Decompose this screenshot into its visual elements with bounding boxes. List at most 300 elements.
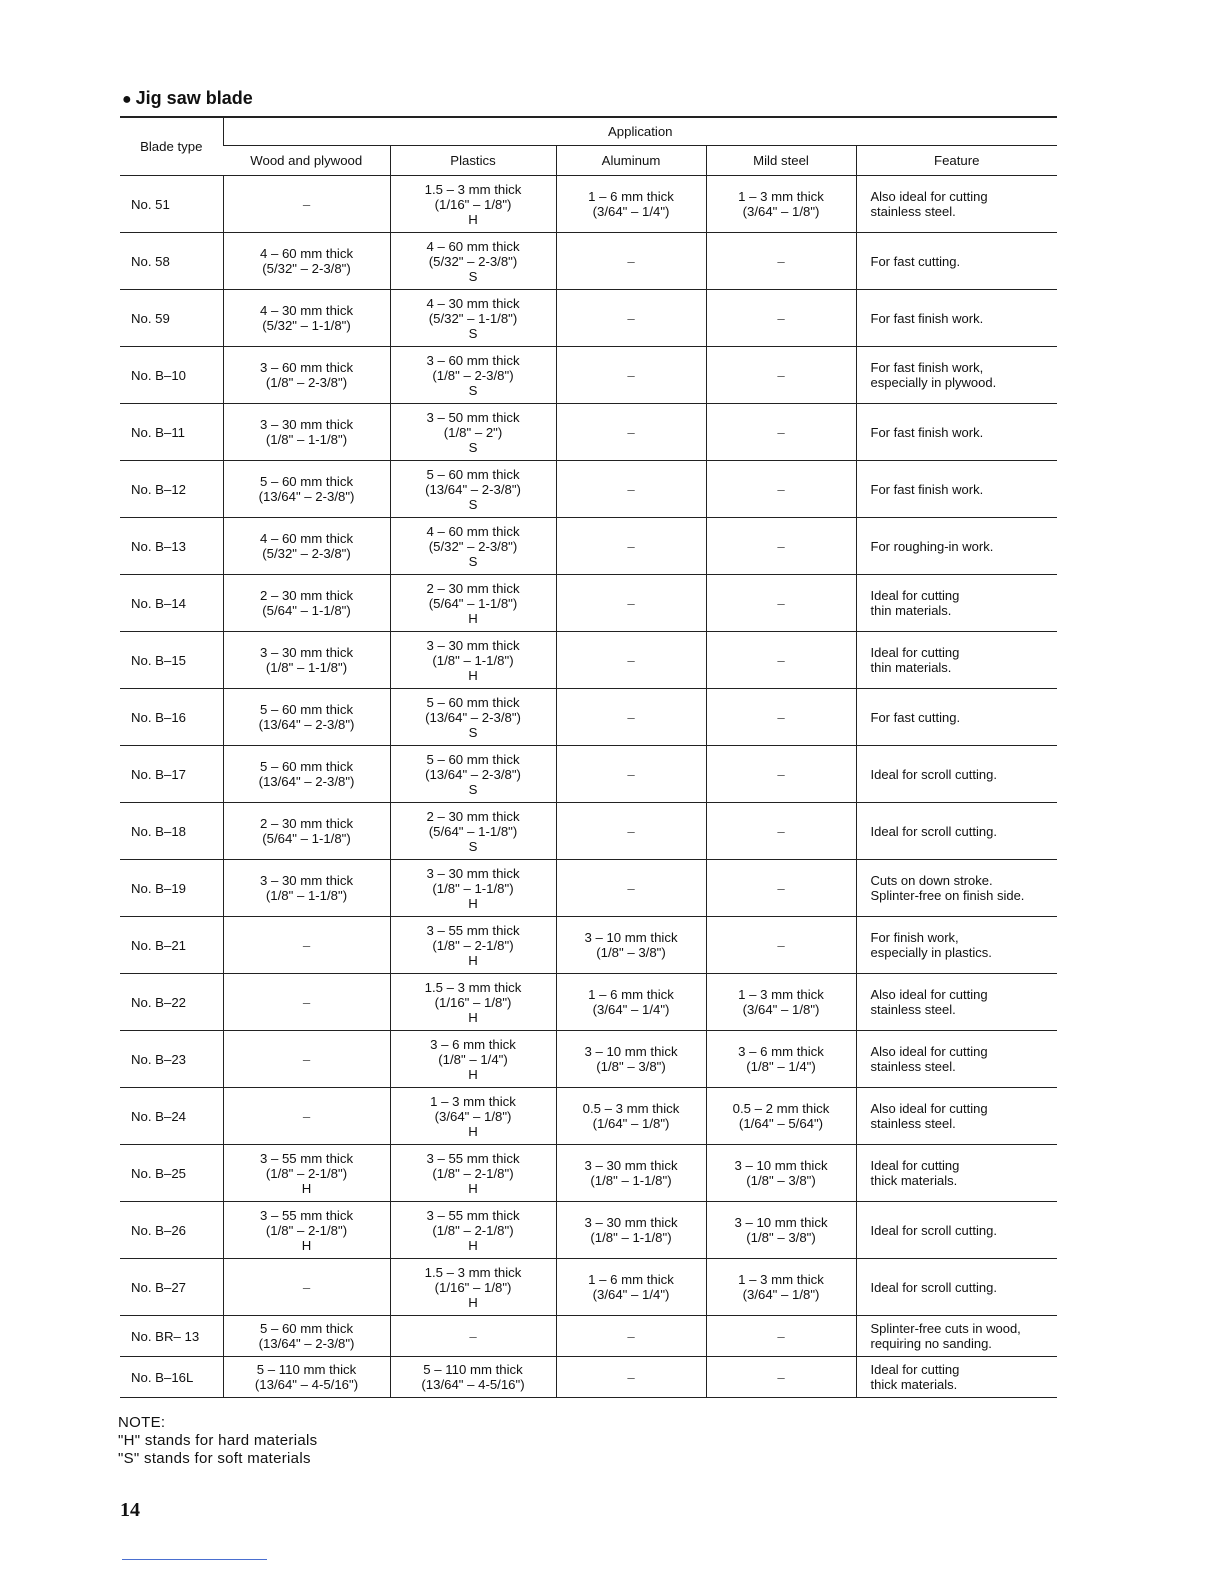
- cell-plastics: [390, 1357, 556, 1398]
- cell-line: –: [777, 595, 785, 611]
- cell-line: stainless steel.: [870, 204, 956, 219]
- cell-line: (1/8" – 1-1/8"): [265, 888, 348, 903]
- cell-line: –: [777, 709, 785, 725]
- table-row: [120, 746, 1057, 803]
- cell-line: (1/64" – 1/8"): [592, 1116, 670, 1131]
- cell-line: Ideal for cutting: [870, 1158, 960, 1173]
- header-application: Application: [223, 117, 1057, 146]
- cell-line: (1/8" – 2-1/8"): [265, 1222, 348, 1238]
- cell-line: For roughing-in work.: [870, 538, 994, 554]
- cell-line: –: [627, 367, 635, 383]
- cell-line: especially in plywood.: [870, 375, 997, 390]
- cell-plastics: [390, 347, 556, 404]
- cell-aluminum: [556, 176, 706, 233]
- page-number: 14: [120, 1499, 140, 1521]
- cell-mild-steel: [706, 860, 856, 917]
- cell-line: (1/16" – 1/8"): [434, 196, 512, 212]
- cell-line: Ideal for scroll cutting.: [870, 766, 997, 782]
- cell-blade-type: No. B–16L: [120, 1357, 223, 1398]
- cell-line: (5/64" – 1-1/8"): [428, 595, 518, 611]
- table-row: [120, 1202, 1057, 1259]
- cell-line: 3 – 10 mm thick: [584, 930, 678, 945]
- cell-line: 3 – 30 mm thick: [259, 873, 354, 888]
- cell-line: 5 – 60 mm thick: [259, 702, 354, 717]
- header-aluminum: Aluminum: [556, 146, 706, 176]
- cell-line: 5 – 60 mm thick: [426, 694, 520, 710]
- cell-line: 3 – 55 mm thick: [426, 1150, 520, 1166]
- cell-aluminum: [556, 917, 706, 974]
- cell-mild-steel: [706, 917, 856, 974]
- cell-line: thick materials.: [870, 1173, 958, 1188]
- cell-line: 1 – 6 mm thick: [588, 987, 674, 1002]
- cell-line: Also ideal for cutting: [870, 189, 988, 204]
- cell-line: –: [777, 424, 785, 440]
- cell-line: 3 – 30 mm thick: [259, 417, 354, 432]
- cell-blade-type: No. B–23: [120, 1031, 223, 1088]
- cell-line: thin materials.: [870, 603, 952, 618]
- cell-line: 3 – 55 mm thick: [259, 1207, 354, 1223]
- cell-line: (13/64" – 2-3/8"): [258, 717, 355, 732]
- cell-line: thick materials.: [870, 1377, 958, 1392]
- cell-line: (5/64" – 1-1/8"): [428, 823, 518, 839]
- note-line-soft: "S" stands for soft materials: [118, 1450, 311, 1467]
- cell-plastics: [390, 803, 556, 860]
- table-row: [120, 176, 1057, 233]
- cell-line: (1/8" – 2"): [443, 424, 503, 440]
- cell-line: –: [627, 1369, 635, 1385]
- cell-line: Ideal for scroll cutting.: [870, 1222, 997, 1238]
- table-row: [120, 575, 1057, 632]
- cell-line: For finish work,: [870, 930, 959, 945]
- cell-line: 3 – 6 mm thick: [738, 1044, 824, 1059]
- blade-table: [120, 116, 1057, 1398]
- cell-wood: [223, 1145, 390, 1202]
- cell-aluminum: [556, 1259, 706, 1316]
- cell-aluminum: [556, 233, 706, 290]
- cell-line: (1/8" – 3/8"): [746, 1173, 816, 1188]
- cell-aluminum: [556, 575, 706, 632]
- cell-line: 1.5 – 3 mm thick: [424, 181, 522, 197]
- cell-plastics: [390, 404, 556, 461]
- cell-line: H: [468, 895, 478, 911]
- cell-wood: [223, 347, 390, 404]
- cell-blade-type: No. 51: [120, 176, 223, 233]
- cell-line: –: [302, 937, 311, 953]
- cell-blade-type: No. B–18: [120, 803, 223, 860]
- header-blade-type: Blade type: [120, 117, 223, 176]
- cell-mild-steel: [706, 803, 856, 860]
- cell-line: 1 – 6 mm thick: [588, 1272, 674, 1287]
- cell-line: (3/64" – 1/8"): [434, 1108, 512, 1124]
- cell-line: (1/8" – 2-1/8"): [265, 1165, 348, 1181]
- cell-line: (1/16" – 1/8"): [434, 1279, 512, 1295]
- cell-plastics: [390, 176, 556, 233]
- header-wood: Wood and plywood: [223, 146, 390, 176]
- cell-line: 1 – 3 mm thick: [738, 1272, 824, 1287]
- cell-wood: [223, 860, 390, 917]
- cell-line: 3 – 55 mm thick: [426, 922, 520, 938]
- cell-blade-type: No. B–25: [120, 1145, 223, 1202]
- cell-mild-steel: [706, 1316, 856, 1357]
- note-title: NOTE:: [118, 1414, 166, 1431]
- cell-line: (1/16" – 1/8"): [434, 994, 512, 1010]
- cell-wood: [223, 1088, 390, 1145]
- cell-line: 1.5 – 3 mm thick: [424, 1264, 522, 1280]
- cell-line: (13/64" – 4-5/16"): [421, 1377, 525, 1392]
- cell-wood: [223, 461, 390, 518]
- cell-blade-type: No. B–22: [120, 974, 223, 1031]
- cell-line: 3 – 30 mm thick: [426, 637, 520, 653]
- table-row: [120, 290, 1057, 347]
- cell-aluminum: [556, 1145, 706, 1202]
- table-row: [120, 347, 1057, 404]
- cell-line: –: [302, 1051, 311, 1067]
- cell-blade-type: No. B–10: [120, 347, 223, 404]
- decorative-line: [122, 1559, 267, 1560]
- cell-mild-steel: [706, 176, 856, 233]
- cell-feature: [856, 1357, 1057, 1398]
- cell-line: stainless steel.: [870, 1116, 956, 1131]
- cell-wood: [223, 404, 390, 461]
- cell-line: (5/32" – 2-3/8"): [428, 538, 518, 554]
- note-line-hard: "H" stands for hard materials: [118, 1432, 318, 1449]
- cell-mild-steel: [706, 1202, 856, 1259]
- cell-feature: [856, 917, 1057, 974]
- cell-line: 5 – 60 mm thick: [426, 751, 520, 767]
- cell-line: –: [302, 994, 311, 1010]
- cell-aluminum: [556, 1316, 706, 1357]
- cell-line: (13/64" – 2-3/8"): [425, 766, 521, 782]
- cell-line: –: [302, 196, 311, 212]
- table-row: [120, 1145, 1057, 1202]
- header-plastics: Plastics: [390, 146, 556, 176]
- cell-blade-type: No. 59: [120, 290, 223, 347]
- cell-wood: [223, 1357, 390, 1398]
- cell-aluminum: [556, 803, 706, 860]
- cell-aluminum: [556, 1202, 706, 1259]
- table-row: [120, 1088, 1057, 1145]
- cell-feature: [856, 974, 1057, 1031]
- cell-line: thin materials.: [870, 660, 952, 675]
- cell-line: 3 – 10 mm thick: [734, 1215, 828, 1230]
- cell-line: (1/8" – 3/8"): [746, 1230, 816, 1245]
- cell-mild-steel: [706, 1145, 856, 1202]
- cell-line: especially in plastics.: [870, 945, 992, 960]
- cell-line: H: [468, 952, 478, 968]
- cell-line: 1 – 6 mm thick: [588, 189, 674, 204]
- section-title: [122, 88, 253, 109]
- cell-line: (13/64" – 2-3/8"): [258, 1336, 355, 1351]
- cell-line: Cuts on down stroke.: [870, 873, 993, 888]
- cell-line: –: [627, 652, 635, 668]
- cell-line: 4 – 60 mm thick: [426, 523, 520, 539]
- cell-mild-steel: [706, 746, 856, 803]
- cell-blade-type: No. B–16: [120, 689, 223, 746]
- cell-blade-type: No. B–27: [120, 1259, 223, 1316]
- cell-line: 5 – 60 mm thick: [259, 474, 354, 489]
- cell-line: (13/64" – 2-3/8"): [425, 481, 521, 497]
- cell-mild-steel: [706, 575, 856, 632]
- cell-line: Ideal for cutting: [870, 1362, 960, 1377]
- cell-line: –: [627, 709, 635, 725]
- cell-mild-steel: [706, 461, 856, 518]
- cell-feature: [856, 689, 1057, 746]
- cell-wood: [223, 632, 390, 689]
- cell-mild-steel: [706, 1357, 856, 1398]
- cell-plastics: [390, 518, 556, 575]
- cell-line: Ideal for scroll cutting.: [870, 823, 997, 839]
- table-row: [120, 1357, 1057, 1398]
- cell-line: (3/64" – 1/4"): [592, 1002, 670, 1017]
- cell-mild-steel: [706, 290, 856, 347]
- cell-line: 4 – 60 mm thick: [259, 531, 354, 546]
- cell-aluminum: [556, 746, 706, 803]
- cell-line: For fast cutting.: [870, 253, 961, 269]
- cell-line: S: [468, 439, 478, 455]
- cell-line: –: [627, 823, 635, 839]
- cell-line: –: [302, 1108, 311, 1124]
- cell-plastics: [390, 1202, 556, 1259]
- cell-line: H: [301, 1237, 312, 1253]
- cell-line: H: [468, 1123, 478, 1139]
- cell-line: Also ideal for cutting: [870, 1044, 988, 1059]
- cell-line: 4 – 60 mm thick: [426, 238, 520, 254]
- cell-line: –: [777, 766, 785, 782]
- cell-line: 5 – 110 mm thick: [256, 1362, 357, 1377]
- cell-line: S: [468, 724, 478, 740]
- cell-line: –: [627, 766, 635, 782]
- cell-line: –: [777, 1328, 785, 1344]
- cell-blade-type: No. B–14: [120, 575, 223, 632]
- cell-line: 3 – 6 mm thick: [430, 1036, 516, 1052]
- cell-line: 5 – 110 mm thick: [423, 1362, 523, 1377]
- cell-plastics: [390, 1145, 556, 1202]
- cell-line: 3 – 55 mm thick: [426, 1207, 520, 1223]
- cell-plastics: [390, 1031, 556, 1088]
- cell-line: –: [627, 538, 635, 554]
- cell-line: –: [777, 937, 785, 953]
- cell-blade-type: No. B–17: [120, 746, 223, 803]
- cell-line: (1/8" – 2-1/8"): [432, 1165, 514, 1181]
- table-row: [120, 803, 1057, 860]
- cell-line: (5/32" – 1-1/8"): [428, 310, 518, 326]
- cell-aluminum: [556, 347, 706, 404]
- table-row: [120, 860, 1057, 917]
- cell-line: (1/8" – 1-1/8"): [432, 652, 514, 668]
- cell-line: S: [468, 496, 478, 512]
- cell-line: 3 – 60 mm thick: [259, 360, 354, 375]
- cell-line: H: [468, 610, 478, 626]
- cell-line: 5 – 60 mm thick: [259, 1321, 354, 1336]
- cell-line: 4 – 30 mm thick: [259, 303, 354, 318]
- cell-wood: [223, 689, 390, 746]
- cell-line: (13/64" – 2-3/8"): [425, 709, 521, 725]
- cell-aluminum: [556, 1357, 706, 1398]
- cell-line: 3 – 30 mm thick: [584, 1215, 678, 1230]
- cell-line: S: [468, 838, 478, 854]
- cell-line: Also ideal for cutting: [870, 1101, 988, 1116]
- cell-feature: [856, 290, 1057, 347]
- cell-line: H: [468, 211, 478, 227]
- cell-line: S: [468, 781, 478, 797]
- cell-line: (13/64" – 4-5/16"): [254, 1377, 359, 1392]
- cell-line: (1/8" – 1-1/8"): [265, 432, 348, 447]
- cell-mild-steel: [706, 1088, 856, 1145]
- cell-aluminum: [556, 689, 706, 746]
- table-row: [120, 1259, 1057, 1316]
- cell-line: 3 – 55 mm thick: [259, 1150, 354, 1166]
- cell-line: –: [777, 367, 785, 383]
- header-mild-steel: Mild steel: [706, 146, 856, 176]
- section-title-text: Jig saw blade: [135, 88, 253, 108]
- cell-line: Ideal for cutting: [870, 645, 960, 660]
- cell-line: (1/64" – 5/64"): [738, 1116, 824, 1131]
- cell-line: 3 – 30 mm thick: [259, 645, 354, 660]
- cell-line: H: [301, 1180, 312, 1196]
- cell-line: S: [468, 325, 478, 341]
- cell-line: (5/64" – 1-1/8"): [262, 831, 351, 846]
- cell-line: 3 – 30 mm thick: [584, 1158, 678, 1173]
- cell-aluminum: [556, 404, 706, 461]
- cell-blade-type: No. 58: [120, 233, 223, 290]
- cell-line: (1/8" – 1-1/8"): [265, 660, 348, 675]
- cell-plastics: [390, 974, 556, 1031]
- cell-line: 3 – 10 mm thick: [734, 1158, 828, 1173]
- cell-feature: [856, 1259, 1057, 1316]
- cell-blade-type: No. B–24: [120, 1088, 223, 1145]
- cell-line: 4 – 60 mm thick: [259, 246, 354, 261]
- cell-line: (1/8" – 1/4"): [438, 1051, 508, 1067]
- cell-feature: [856, 1088, 1057, 1145]
- cell-wood: [223, 974, 390, 1031]
- cell-aluminum: [556, 1088, 706, 1145]
- cell-line: (5/32" – 1-1/8"): [262, 318, 351, 333]
- cell-line: H: [468, 1066, 478, 1082]
- cell-line: stainless steel.: [870, 1059, 956, 1074]
- cell-line: –: [777, 1369, 785, 1385]
- cell-line: For fast finish work.: [870, 310, 984, 326]
- cell-blade-type: No. B–26: [120, 1202, 223, 1259]
- cell-wood: [223, 917, 390, 974]
- cell-feature: [856, 632, 1057, 689]
- cell-line: 2 – 30 mm thick: [259, 588, 354, 603]
- cell-line: 2 – 30 mm thick: [426, 808, 520, 824]
- cell-wood: [223, 803, 390, 860]
- cell-aluminum: [556, 461, 706, 518]
- cell-line: –: [627, 310, 635, 326]
- cell-mild-steel: [706, 404, 856, 461]
- cell-plastics: [390, 290, 556, 347]
- cell-line: (1/8" – 2-1/8"): [432, 1222, 514, 1238]
- cell-wood: [223, 233, 390, 290]
- cell-line: (3/64" – 1/8"): [742, 204, 820, 219]
- cell-line: 3 – 50 mm thick: [426, 409, 520, 425]
- cell-line: –: [777, 880, 785, 896]
- cell-feature: [856, 518, 1057, 575]
- cell-line: –: [302, 1279, 311, 1295]
- cell-feature: [856, 176, 1057, 233]
- cell-line: H: [468, 1180, 478, 1196]
- cell-line: (3/64" – 1/8"): [742, 1287, 820, 1302]
- cell-blade-type: No. B–13: [120, 518, 223, 575]
- cell-blade-type: No. B–21: [120, 917, 223, 974]
- cell-line: 2 – 30 mm thick: [426, 580, 520, 596]
- cell-line: (1/8" – 3/8"): [596, 945, 666, 960]
- cell-line: Splinter-free cuts in wood,: [870, 1321, 1021, 1336]
- cell-blade-type: No. B–12: [120, 461, 223, 518]
- cell-line: 1 – 3 mm thick: [738, 987, 824, 1002]
- cell-wood: [223, 1031, 390, 1088]
- cell-wood: [223, 1259, 390, 1316]
- table-row: [120, 689, 1057, 746]
- cell-plastics: [390, 1088, 556, 1145]
- cell-line: 1 – 3 mm thick: [738, 189, 824, 204]
- cell-feature: [856, 233, 1057, 290]
- cell-line: –: [627, 1328, 635, 1344]
- cell-feature: [856, 860, 1057, 917]
- cell-plastics: [390, 575, 556, 632]
- cell-line: 0.5 – 3 mm thick: [582, 1101, 680, 1116]
- cell-feature: [856, 1202, 1057, 1259]
- cell-line: (3/64" – 1/8"): [742, 1002, 820, 1017]
- cell-plastics: [390, 746, 556, 803]
- cell-line: –: [777, 538, 785, 554]
- cell-blade-type: No. B–19: [120, 860, 223, 917]
- cell-line: –: [777, 823, 785, 839]
- table-row: [120, 1031, 1057, 1088]
- cell-line: –: [627, 880, 635, 896]
- cell-feature: [856, 1031, 1057, 1088]
- cell-mild-steel: [706, 1259, 856, 1316]
- cell-line: 3 – 60 mm thick: [426, 352, 520, 368]
- cell-aluminum: [556, 1031, 706, 1088]
- cell-wood: [223, 176, 390, 233]
- note-block: [118, 1414, 317, 1468]
- cell-mild-steel: [706, 974, 856, 1031]
- bullet-icon: ●: [122, 91, 132, 108]
- cell-line: –: [627, 595, 635, 611]
- cell-line: (1/8" – 1/4"): [746, 1059, 816, 1074]
- cell-plastics: [390, 233, 556, 290]
- cell-line: (1/8" – 3/8"): [596, 1059, 666, 1074]
- table-row: [120, 917, 1057, 974]
- cell-line: (3/64" – 1/4"): [592, 204, 670, 219]
- cell-mild-steel: [706, 347, 856, 404]
- cell-line: H: [468, 667, 478, 683]
- cell-line: –: [777, 652, 785, 668]
- cell-line: (3/64" – 1/4"): [592, 1287, 670, 1302]
- cell-line: 3 – 10 mm thick: [584, 1044, 678, 1059]
- cell-feature: [856, 461, 1057, 518]
- cell-line: –: [627, 481, 635, 497]
- table-row: [120, 632, 1057, 689]
- cell-plastics: [390, 632, 556, 689]
- cell-feature: [856, 575, 1057, 632]
- cell-line: –: [627, 253, 635, 269]
- cell-line: 0.5 – 2 mm thick: [732, 1101, 830, 1116]
- cell-line: –: [777, 310, 785, 326]
- cell-wood: [223, 1316, 390, 1357]
- cell-line: (1/8" – 2-1/8"): [432, 937, 514, 953]
- header-feature: Feature: [856, 146, 1057, 176]
- cell-feature: [856, 347, 1057, 404]
- cell-line: 5 – 60 mm thick: [426, 466, 520, 482]
- cell-line: Ideal for scroll cutting.: [870, 1279, 997, 1295]
- cell-line: (13/64" – 2-3/8"): [258, 489, 355, 504]
- table-row: [120, 1316, 1057, 1357]
- cell-line: stainless steel.: [870, 1002, 956, 1017]
- cell-line: (5/32" – 2-3/8"): [262, 546, 351, 561]
